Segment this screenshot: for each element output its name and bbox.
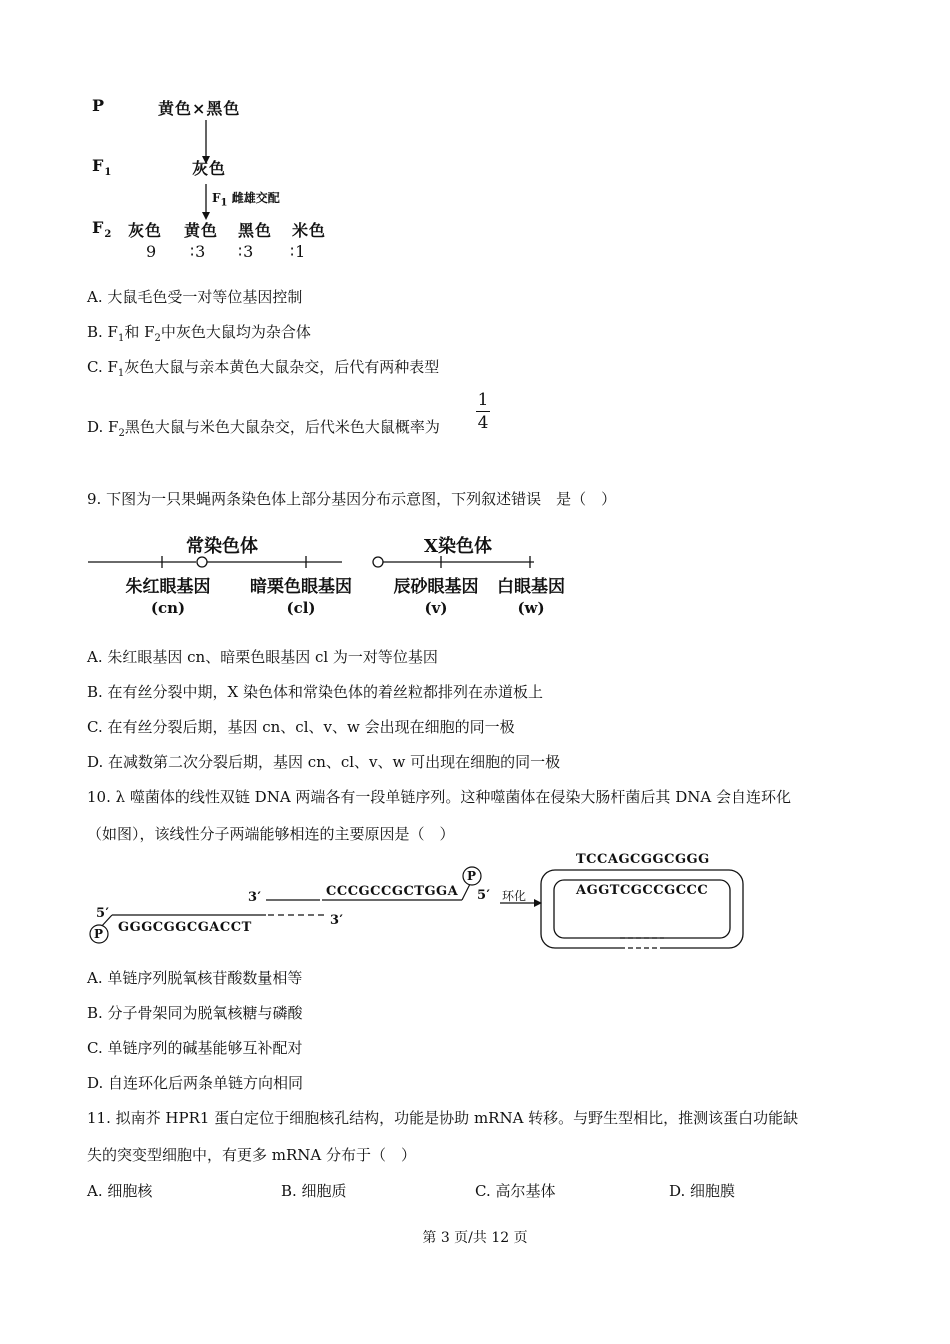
q8-option-d: D. $F_2$黑色大鼠与米色大鼠杂交，后代米色大鼠概率为: [87, 418, 440, 439]
cross-f1-label: $F_1$: [92, 156, 113, 179]
q8-option-b: B. $F_1$和 $F_2$中灰色大鼠均为杂合体: [87, 323, 311, 344]
q9-option-a: A. 朱红眼基因 cn、暗栗色眼基因 cl 为一对等位基因: [87, 648, 438, 666]
autosome-title: 常染色体: [186, 536, 258, 557]
q8-option-c: C. $F_1$灰色大鼠与亲本黄色大鼠杂交，后代有两种表型: [87, 358, 440, 379]
x-chromosome-title: X染色体: [424, 536, 492, 557]
ring-outer-sequence: TCCAGCGGCGGG: [576, 852, 710, 867]
bottom-5prime: 5′: [96, 906, 110, 921]
q9-option-d: D. 在减数第二次分裂后期，基因 cn、cl、v、w 可出现在细胞的同一极: [87, 753, 561, 771]
bottom-sequence: GGGCGGCGACCT: [118, 920, 252, 935]
q10-option-a: A. 单链序列脱氧核苷酸数量相等: [87, 969, 303, 987]
top-5prime: 5′: [477, 888, 491, 903]
q10-option-d: D. 自连环化后两条单链方向相同: [87, 1074, 304, 1092]
f2-ratio: ∶3: [190, 242, 207, 261]
cross-f2-label: $F_2$: [92, 218, 113, 241]
f2-ratio: 9: [146, 242, 158, 261]
phosphate-top: P: [467, 869, 477, 883]
q10-option-c: C. 单链序列的碱基能够互补配对: [87, 1039, 303, 1057]
q11-stem-line2: 失的突变型细胞中，有更多 mRNA 分布于（ ）: [87, 1146, 417, 1164]
linear-dna-diagram: [86, 862, 546, 952]
q11-option-d: D. 细胞膜: [669, 1182, 736, 1200]
q11-option-a: A. 细胞核: [87, 1182, 153, 1200]
cross-f1-mating: $F_1$ 雌雄交配: [212, 191, 280, 209]
q9-stem: 9. 下图为一只果蝇两条染色体上部分基因分布示意图，下列叙述错误 是（ ）: [87, 490, 617, 508]
q10-stem-line2: （如图），该线性分子两端能够相连的主要原因是（ ）: [87, 825, 455, 843]
f2-phenotype: 黄色: [184, 221, 219, 240]
q11-option-c: C. 高尔基体: [475, 1182, 556, 1200]
q8-fraction: 1 4: [477, 390, 489, 433]
q9-option-b: B. 在有丝分裂中期，X 染色体和常染色体的着丝粒都排列在赤道板上: [87, 683, 544, 701]
cross-f1-content: 灰色: [192, 159, 227, 178]
circular-dna-diagram: [540, 868, 746, 952]
q9-option-c: C. 在有丝分裂后期，基因 cn、cl、v、w 会出现在细胞的同一极: [87, 718, 515, 736]
phosphate-bottom: P: [94, 927, 104, 941]
cross-p-content: 黄色×黑色: [158, 99, 241, 118]
cross-p-label: P: [92, 96, 106, 115]
bottom-3prime: 3′: [330, 913, 344, 928]
ring-inner-sequence: AGGTCGCCGCCC: [576, 883, 709, 898]
q8-option-a: A. 大鼠毛色受一对等位基因控制: [87, 288, 303, 306]
chromosome-diagram: [86, 552, 546, 574]
f2-phenotype: 灰色: [128, 221, 163, 240]
q10-stem-line1: 10. λ 噬菌体的线性双链 DNA 两端各有一段单链序列。这种噬菌体在侵染大肠杆菌后其 DNA 会自连环化: [87, 788, 791, 806]
gene-cl: 暗栗色眼基因 (cl): [250, 577, 352, 617]
f2-phenotype: 米色: [292, 221, 327, 240]
top-sequence: CCCGCCGCTGGA: [326, 884, 459, 899]
page-footer: 第 3 页/共 12 页: [422, 1230, 528, 1246]
f2-ratio: ∶3: [238, 242, 255, 261]
f2-phenotype: 黑色: [238, 221, 273, 240]
gene-cn: 朱红眼基因 (cn): [125, 577, 211, 617]
q11-option-b: B. 细胞质: [281, 1182, 347, 1200]
circularize-label: 环化: [502, 889, 527, 903]
q10-option-b: B. 分子骨架同为脱氧核糖与磷酸: [87, 1004, 303, 1022]
f2-ratio: ∶1: [290, 242, 307, 261]
gene-v: 辰砂眼基因 (v): [393, 577, 479, 617]
top-3prime: 3′: [248, 890, 262, 905]
q11-stem-line1: 11. 拟南芥 HPR1 蛋白定位于细胞核孔结构，功能是协助 mRNA 转移。与野生型相比，推测该蛋白功能缺: [87, 1109, 799, 1127]
gene-w: 白眼基因 (w): [497, 577, 565, 617]
